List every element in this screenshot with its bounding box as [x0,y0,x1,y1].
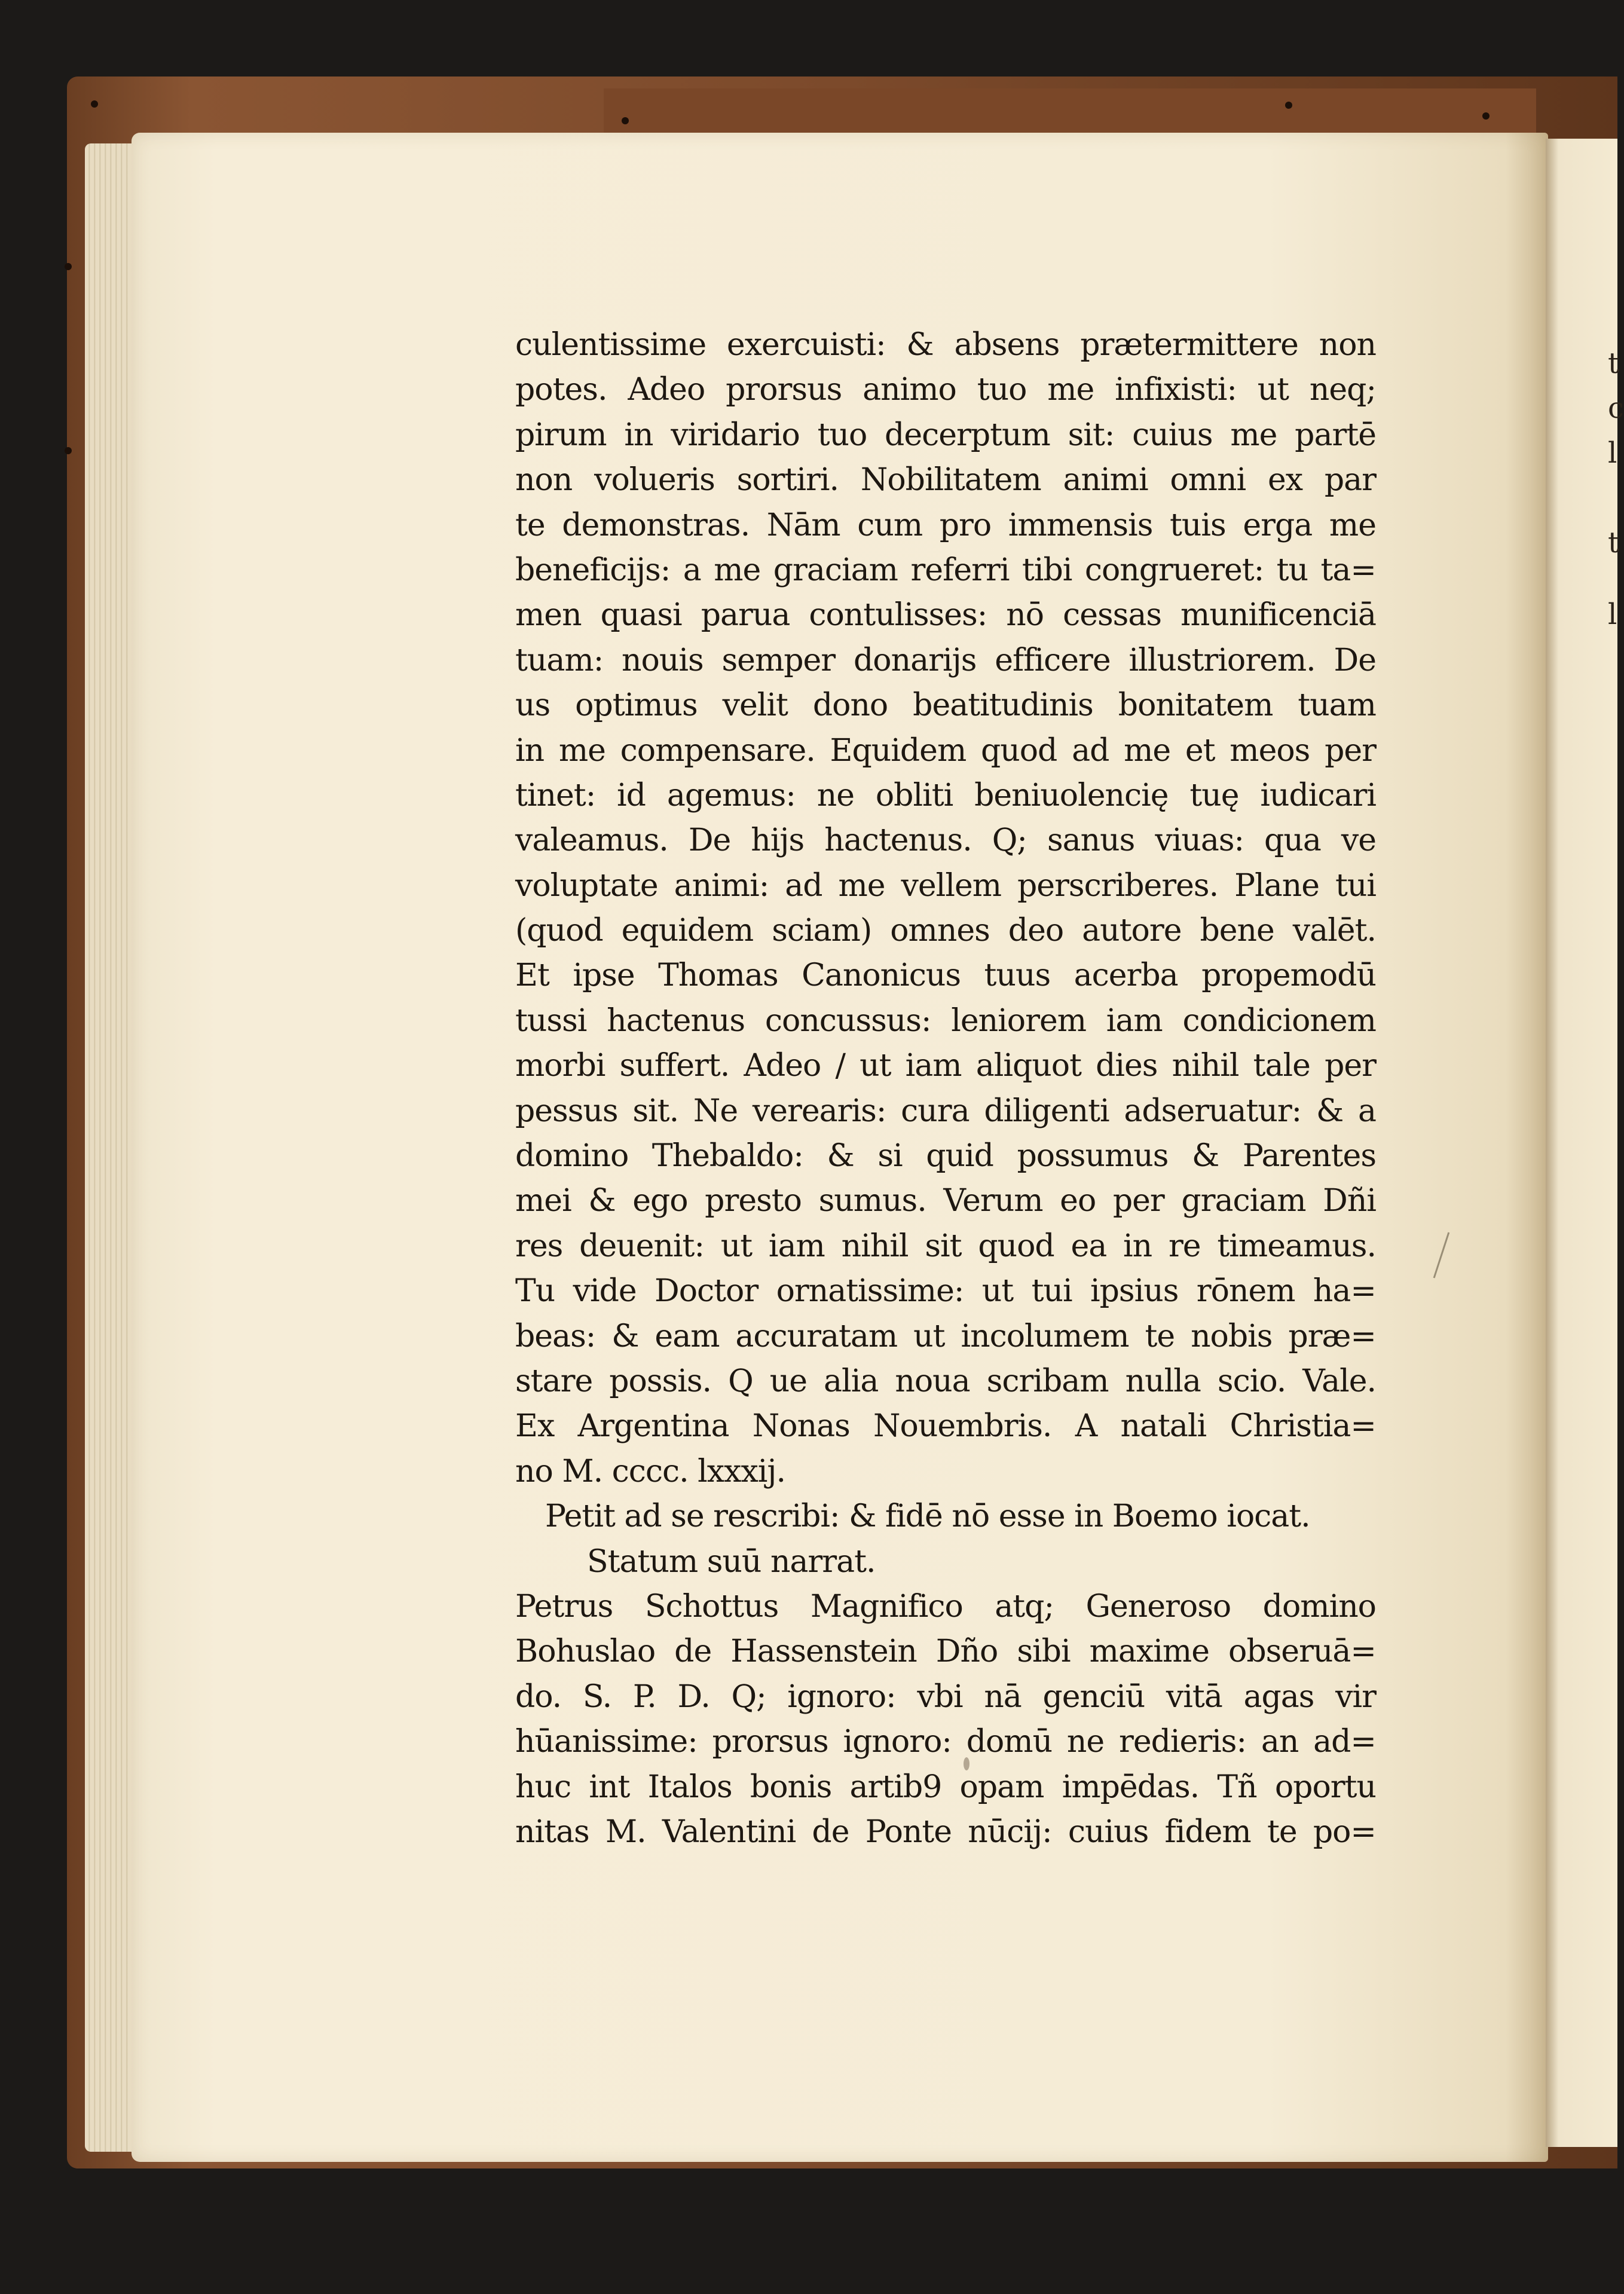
facing-page-edge [1546,139,1620,2147]
text-line: in me compensare. Equidem quod ad me et meos per [515,732,1376,769]
text-line: beneficijs: a me graciam referri tibi congrueret: tu ta= [515,552,1376,588]
text-line: do. S. P. D. Q; ignoro: vbi nā genciū vitā agas vir [515,1678,1376,1715]
printed-text-block [515,323,1376,1855]
facing-page-letter: t [1608,526,1620,559]
text-line: stare possis. Q ue alia noua scribam nulla scio. Vale. [515,1363,1376,1399]
text-line: beas: & eam accuratam ut incolumem te nobis præ= [515,1318,1376,1354]
text-line: voluptate animi: ad me vellem perscriberes. Plane tui [515,867,1376,904]
facing-page-letter: l [1608,598,1617,631]
text-line: (quod equidem sciam) omnes deo autore bene valēt. [515,913,1376,949]
text-line: us optimus velit dono beatitudinis bonitatem tuam [515,687,1376,724]
text-line: mei & ego presto sumus. Verum eo per graciam Dñi [515,1183,1376,1219]
text-line: nitas M. Valentini de Ponte nūcij: cuius fidem te po= [515,1813,1376,1850]
text-line: Statum suū narrat. [587,1543,876,1580]
text-line: Tu vide Doctor ornatissime: ut tui ipsius rōnem ha= [515,1273,1376,1310]
text-line: res deuenit: ut iam nihil sit quod ea in re timeamus. [515,1228,1376,1264]
text-line: hūanissime: prorsus ignoro: domū ne redieris: an ad= [515,1724,1376,1760]
text-line: Ex Argentina Nonas Nouembris. A natali Christia= [515,1408,1376,1445]
text-line: Et ipse Thomas Canonicus tuus acerba propemodū [515,958,1376,994]
text-line: men quasi parua contulisses: nō cessas munificenciā [515,597,1376,634]
text-line: huc int Italos bonis artib9 opam impēdas. Tñ oportu [515,1769,1376,1805]
text-line: tuam: nouis semper donarijs efficere illustriorem. De [515,642,1376,678]
binding-nail-icon [1482,112,1490,120]
facing-page-letter: t [1608,347,1620,380]
text-line: te demonstras. Nām cum pro immensis tuis erga me [515,507,1376,543]
text-line: domino Thebaldo: & si quid possumus & Parentes [515,1138,1376,1174]
text-line: valeamus. De hijs hactenus. Q; sanus viuas: qua ve [515,822,1376,859]
facing-page-letter: c [1608,391,1624,425]
text-line: tinet: id agemus: ne obliti beniuolencię tuę iudicari [515,777,1376,813]
text-line: Petit ad se rescribi: & fidē nō esse in Boemo iocat. [545,1498,1310,1535]
binding-nail-icon [65,447,72,454]
binding-nail-icon [1285,102,1292,109]
text-line: non volueris sortiri. Nobilitatem animi omni ex par [515,462,1376,498]
ink-smudge [964,1757,969,1770]
text-line: pessus sit. Ne verearis: cura diligenti adseruatur: & a [515,1093,1376,1129]
text-line: tussi hactenus concussus: leniorem iam condicionem [515,1002,1376,1039]
text-line: pirum in viridario tuo decerptum sit: cuius me partē [515,417,1376,453]
text-line: culentissime exercuisti: & absens prætermittere non [515,327,1376,363]
facing-page-letter: l [1608,436,1617,470]
text-line: potes. Adeo prorsus animo tuo me infixisti: ut neq; [515,372,1376,408]
text-line: Bohuslao de Hassenstein Dño sibi maxime obseruā= [515,1634,1376,1670]
binding-nail-icon [622,117,629,124]
text-line: no M. cccc. lxxxij. [515,1453,786,1489]
binding-nail-icon [65,263,72,270]
text-line: Petrus Schottus Magnifico atq; Generoso domino [515,1588,1376,1625]
text-line: morbi suffert. Adeo / ut iam aliquot dies nihil tale per [515,1048,1376,1084]
binding-nail-icon [91,100,98,108]
